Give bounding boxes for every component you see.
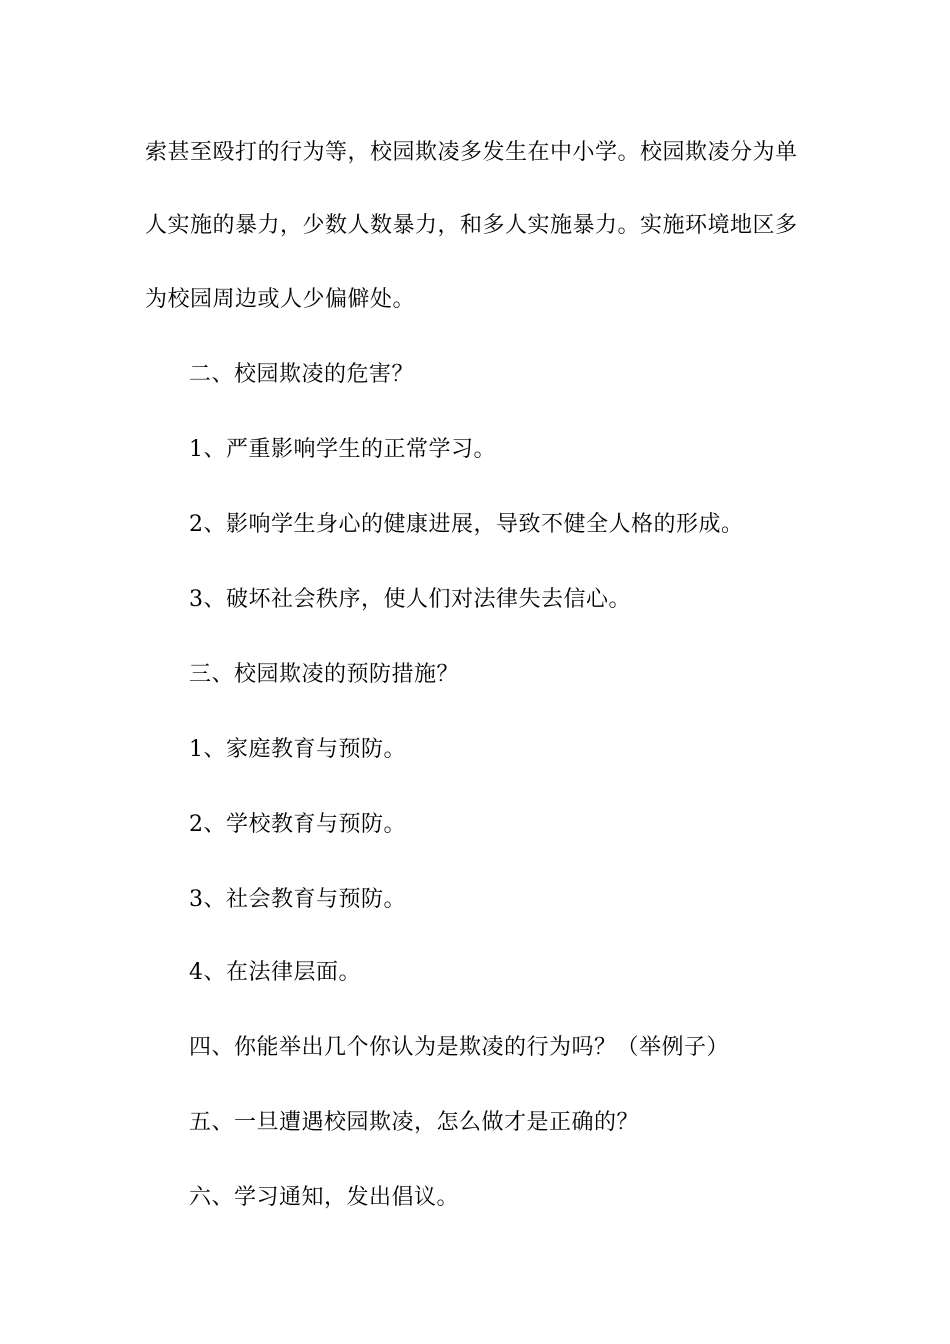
list-item: 2、学校教育与预防。 [189, 812, 406, 837]
list-item: 4、在法律层面。 [189, 960, 361, 985]
list-item: 3、破坏社会秩序，使人们对法律失去信心。 [189, 587, 631, 612]
list-item: 1、家庭教育与预防。 [189, 737, 406, 762]
section-heading-examples: 四、你能举出几个你认为是欺凌的行为吗？（举例子） [189, 1035, 730, 1060]
section-heading-harms: 二、校园欺凌的危害？ [189, 362, 415, 387]
list-item: 1、严重影响学生的正常学习。 [189, 437, 496, 462]
section-heading-initiative: 六、学习通知，发出倡议。 [189, 1185, 460, 1210]
list-item: 3、社会教育与预防。 [189, 887, 406, 912]
paragraph-line-2: 人实施的暴力，少数人数暴力，和多人实施暴力。实施环境地区多 [145, 213, 798, 238]
list-item: 2、影响学生身心的健康进展，导致不健全人格的形成。 [189, 512, 744, 537]
section-heading-response: 五、一旦遭遇校园欺凌，怎么做才是正确的？ [189, 1110, 640, 1135]
paragraph-line-1: 索甚至殴打的行为等，校园欺凌多发生在中小学。校园欺凌分为单 [145, 140, 798, 165]
paragraph-line-3: 为校园周边或人少偏僻处。 [145, 287, 416, 312]
section-heading-prevention: 三、校园欺凌的预防措施？ [189, 662, 460, 687]
